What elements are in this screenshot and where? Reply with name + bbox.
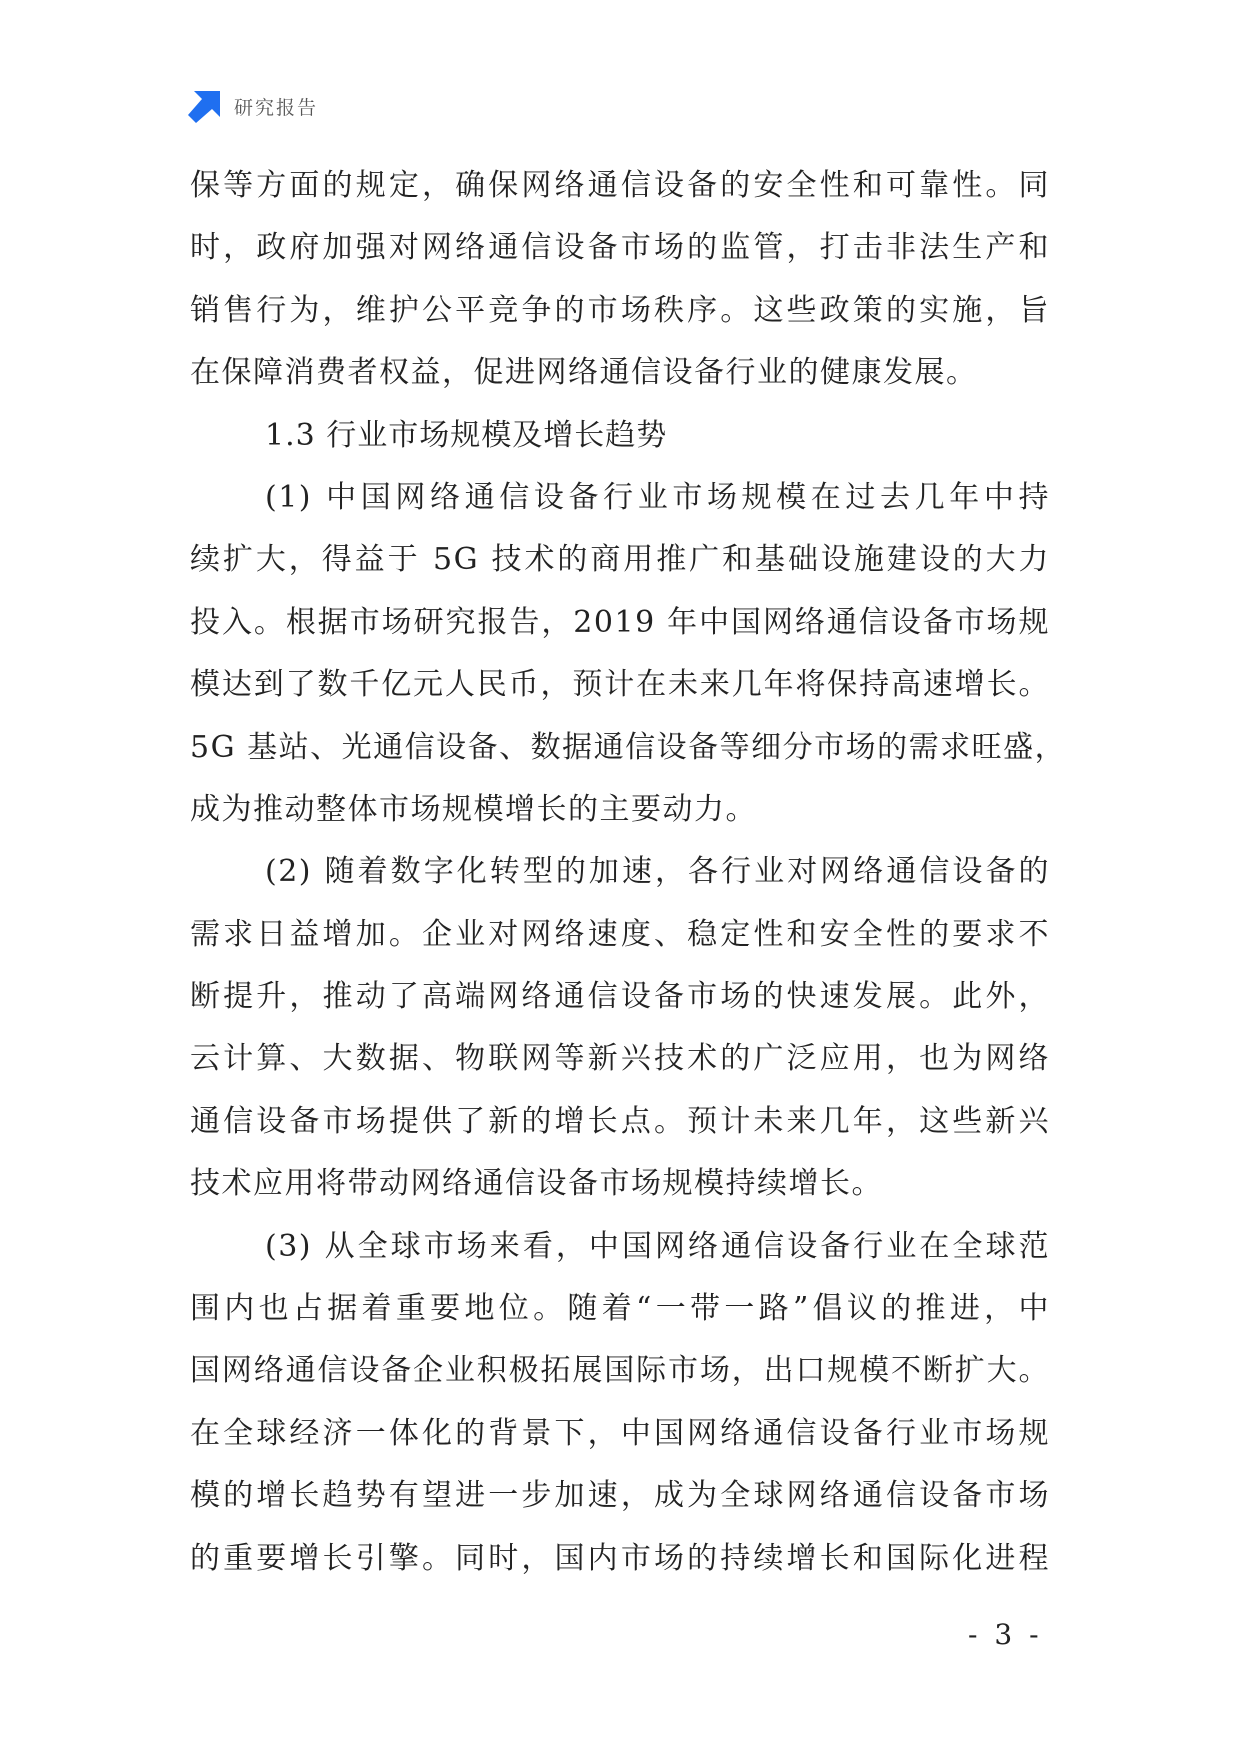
body-line: 通信设备市场提供了新的增长点。预计未来几年，这些新兴 <box>190 1103 1050 1139</box>
body-line: 成为推动整体市场规模增长的主要动力。 <box>190 791 757 827</box>
body-line: (2) 随着数字化转型的加速，各行业对网络通信设备的 <box>265 854 1050 890</box>
body-line: 在全球经济一体化的背景下，中国网络通信设备行业市场规 <box>190 1415 1050 1451</box>
body-line: 5G 基站、光通信设备、数据通信设备等细分市场的需求旺盛， <box>190 729 1067 765</box>
body-line: 断提升，推动了高端网络通信设备市场的快速发展。此外， <box>190 979 1050 1015</box>
body-line: 销售行为，维护公平竞争的市场秩序。这些政策的实施，旨 <box>190 292 1050 328</box>
body-line: 时，政府加强对网络通信设备市场的监管，打击非法生产和 <box>190 230 1050 266</box>
body-line: (3) 从全球市场来看，中国网络通信设备行业在全球范 <box>265 1228 1050 1264</box>
page-number: - 3 - <box>968 1618 1043 1651</box>
arrow-up-right-icon <box>188 89 222 123</box>
body-line: (1) 中国网络通信设备行业市场规模在过去几年中持 <box>265 479 1050 515</box>
body-line: 的重要增长引擎。同时，国内市场的持续增长和国际化进程 <box>190 1540 1050 1576</box>
body-line: 在保障消费者权益，促进网络通信设备行业的健康发展。 <box>190 355 978 391</box>
body-line: 技术应用将带动网络通信设备市场规模持续增长。 <box>190 1166 883 1202</box>
body-line: 需求日益增加。企业对网络速度、稳定性和安全性的要求不 <box>190 916 1050 952</box>
body-line: 国网络通信设备企业积极拓展国际市场，出口规模不断扩大。 <box>190 1353 1050 1389</box>
report-header <box>188 88 318 124</box>
header-title: 研究报告 <box>234 96 319 119</box>
document-body <box>190 155 1067 1590</box>
body-line: 云计算、大数据、物联网等新兴技术的广泛应用，也为网络 <box>190 1041 1050 1077</box>
body-line: 续扩大，得益于 5G 技术的商用推广和基础设施建设的大力 <box>190 542 1050 578</box>
body-line: 投入。根据市场研究报告，2019 年中国网络通信设备市场规 <box>190 604 1050 640</box>
body-line: 围内也占据着重要地位。随着“一带一路”倡议的推进，中 <box>190 1291 1050 1327</box>
body-line: 模达到了数千亿元人民币，预计在未来几年将保持高速增长。 <box>190 667 1050 703</box>
body-line: 模的增长趋势有望进一步加速，成为全球网络通信设备市场 <box>190 1478 1050 1514</box>
body-line: 保等方面的规定，确保网络通信设备的安全性和可靠性。同 <box>190 168 1050 203</box>
section-heading: 1.3 行业市场规模及增长趋势 <box>265 417 668 453</box>
